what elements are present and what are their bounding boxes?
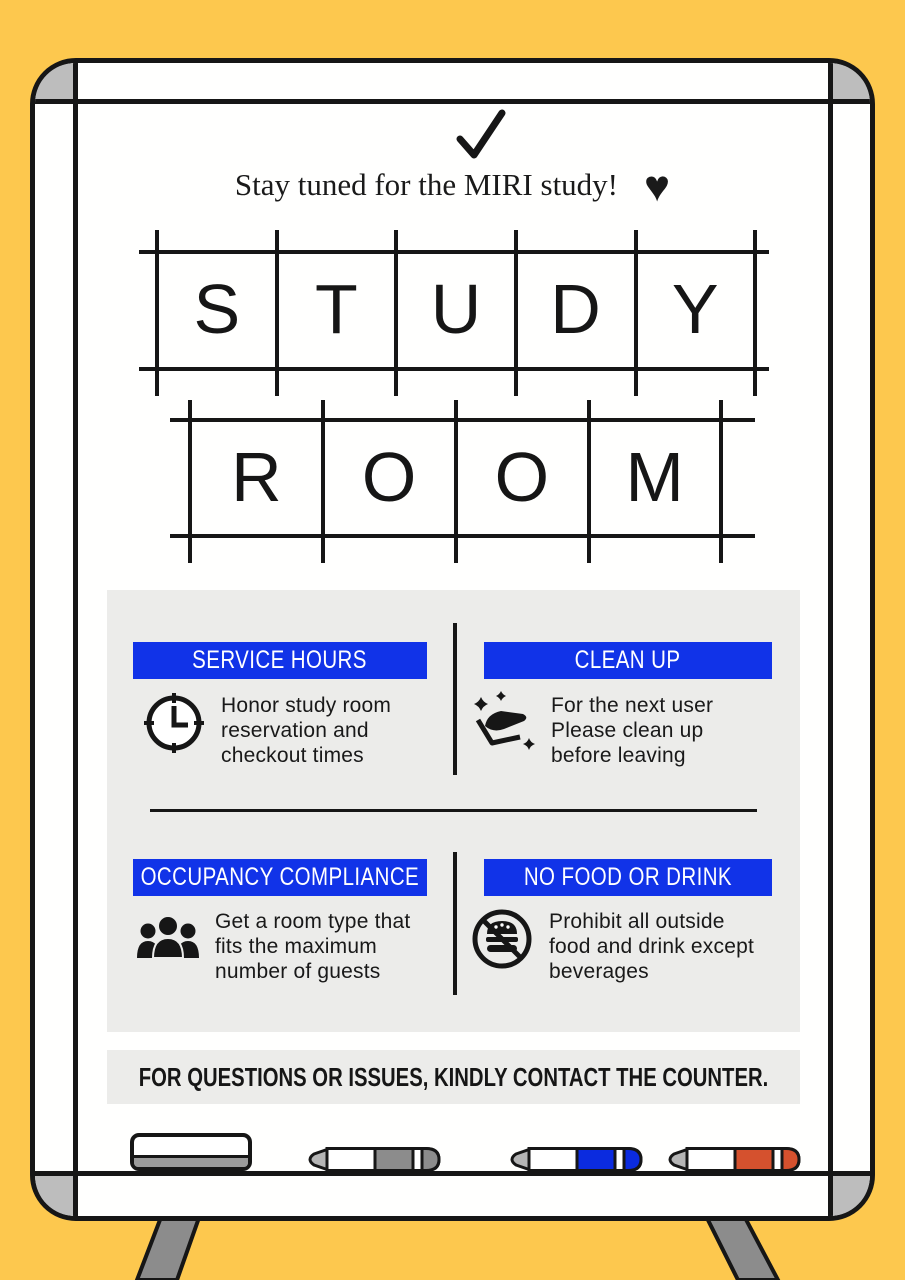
column-divider xyxy=(453,852,457,995)
rule-line: food and drink except xyxy=(549,935,755,958)
easel-leg-left xyxy=(137,1212,201,1280)
grid-line xyxy=(170,534,755,538)
marker-red xyxy=(663,1146,803,1173)
clock-icon xyxy=(141,690,207,756)
card-header-service-hours xyxy=(133,642,427,679)
card-header-label: NO FOOD OR DRINK xyxy=(523,863,733,891)
rule-line: beverages xyxy=(549,960,649,983)
note-text: Stay tuned for the MIRI study! xyxy=(234,167,618,202)
frame-line-right xyxy=(828,63,833,1216)
marker-gray xyxy=(303,1146,443,1173)
grid-letter: O xyxy=(361,438,417,516)
card-header-label: OCCUPANCY COMPLIANCE xyxy=(140,863,420,891)
card-header-label: CLEAN UP xyxy=(575,646,681,674)
room-letter-grid xyxy=(188,400,725,563)
grid-letter: D xyxy=(550,270,601,348)
grid-line xyxy=(139,367,769,371)
whiteboard-eraser xyxy=(130,1133,252,1171)
whiteboard xyxy=(30,58,875,1221)
grid-letter: R xyxy=(231,438,282,516)
frame-line-top xyxy=(35,99,870,104)
card-header-occupancy xyxy=(133,859,427,896)
rule-card-no-food xyxy=(469,906,754,984)
marker-blue xyxy=(505,1146,645,1173)
rule-card-service-hours xyxy=(141,690,391,768)
footer-note xyxy=(107,1050,800,1104)
rule-line: Get a room type that xyxy=(215,910,411,933)
footer-text: FOR QUESTIONS OR ISSUES, KINDLY CONTACT THE COUNTER. xyxy=(138,1061,769,1092)
rule-line: Honor study room xyxy=(221,694,392,717)
grid-letter: O xyxy=(494,438,550,516)
checkmark-icon xyxy=(452,107,507,162)
study-letter-grid xyxy=(143,230,765,396)
eraser-felt-strip xyxy=(134,1155,248,1167)
rule-line: checkout times xyxy=(221,744,364,767)
grid-letter: S xyxy=(193,270,241,348)
rule-line: before leaving xyxy=(551,744,686,767)
card-header-label: SERVICE HOURS xyxy=(192,646,368,674)
rules-panel xyxy=(107,590,800,1032)
rule-line: Prohibit all outside xyxy=(549,910,725,933)
whiteboard-surface xyxy=(35,63,870,1216)
card-header-clean-up xyxy=(484,642,772,679)
column-divider xyxy=(453,623,457,775)
easel-leg-right xyxy=(704,1212,778,1280)
people-icon xyxy=(135,906,201,972)
frame-line-left xyxy=(73,63,78,1216)
rule-line: fits the maximum xyxy=(215,935,377,958)
rule-line: For the next user xyxy=(551,694,714,717)
grid-letter: T xyxy=(315,270,358,348)
grid-letter: Y xyxy=(671,270,719,348)
handwritten-note xyxy=(35,161,870,212)
heart-icon: ♥ xyxy=(644,162,671,211)
rule-card-occupancy xyxy=(135,906,410,984)
no-food-icon xyxy=(469,906,535,972)
grid-letter: U xyxy=(430,270,482,348)
rule-card-clean-up xyxy=(471,690,713,768)
clean-hands-icon xyxy=(471,690,537,756)
rule-line: reservation and xyxy=(221,719,369,742)
card-header-no-food xyxy=(484,859,772,896)
row-divider xyxy=(150,809,757,812)
rule-line: number of guests xyxy=(215,960,381,983)
grid-letter: M xyxy=(625,438,684,516)
rule-line: Please clean up xyxy=(551,719,704,742)
